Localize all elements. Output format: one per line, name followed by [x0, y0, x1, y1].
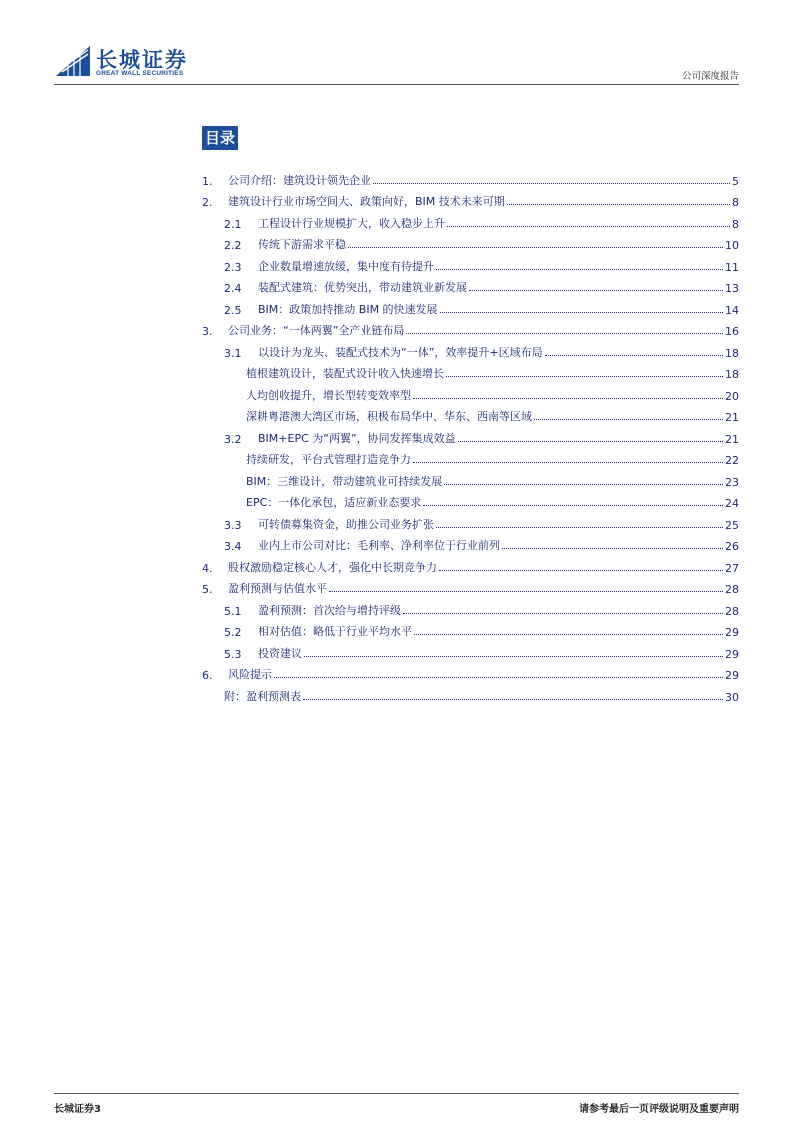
toc-dot-leader — [458, 441, 723, 442]
footer-disclaimer: 请参考最后一页评级说明及重要声明 — [579, 1104, 739, 1115]
toc-entry[interactable] — [202, 231, 739, 253]
header-divider — [54, 84, 739, 85]
toc-entry[interactable] — [202, 446, 739, 468]
toc-entry[interactable] — [202, 252, 739, 274]
toc-entry[interactable] — [202, 274, 739, 296]
toc-entry-number: 2.2 — [224, 239, 242, 252]
toc-dot-leader — [439, 570, 723, 571]
toc-entry-label: 植根建筑设计，装配式设计收入快速增长 — [246, 367, 444, 380]
toc-dot-leader — [436, 269, 723, 270]
toc-entry-number: 2.4 — [224, 282, 242, 295]
toc-page-number: 23 — [725, 475, 739, 489]
toc-entry[interactable] — [202, 510, 739, 532]
toc-page-number: 5 — [732, 174, 739, 188]
toc-entry[interactable] — [202, 188, 739, 210]
toc-page-number: 21 — [725, 432, 739, 446]
toc-entry-label: BIM：三维设计，带动建筑业可持续发展 — [246, 474, 443, 488]
toc-page-number: 8 — [732, 196, 739, 209]
toc-page-number: 14 — [725, 303, 739, 317]
toc-dot-leader — [274, 677, 723, 678]
toc-entry[interactable] — [202, 166, 739, 188]
toc-entry-number: 3.2 — [224, 432, 242, 446]
toc-dot-leader — [304, 656, 723, 657]
toc-entry[interactable] — [202, 489, 739, 511]
toc-entry-number: 2.5 — [224, 303, 242, 317]
toc-entry-label: 企业数量增速放缓，集中度有待提升 — [258, 259, 434, 273]
toc-dot-leader — [348, 247, 723, 248]
toc-entry-number: 4. — [202, 561, 213, 575]
toc-page-number: 24 — [725, 497, 739, 510]
toc-dot-leader — [436, 527, 723, 528]
toc-entry[interactable] — [202, 682, 739, 704]
toc-entry-label: 股权激励稳定核心人才，强化中长期竞争力 — [228, 560, 437, 574]
toc-entry-label: 人均创收提升，增长型转变效率型 — [246, 388, 411, 402]
toc-entry-number: 2.1 — [224, 217, 242, 231]
toc-entry-label: 可转债募集资金，助推公司业务扩张 — [258, 517, 434, 531]
toc-page-number: 29 — [725, 626, 739, 639]
table-of-contents — [202, 166, 739, 704]
toc-page-number: 20 — [725, 389, 739, 403]
toc-page-number: 25 — [725, 518, 739, 532]
toc-entry-number: 5.3 — [224, 647, 242, 661]
toc-entry-number: 6. — [202, 669, 213, 682]
great-wall-logo-icon — [54, 42, 92, 80]
toc-entry-label: 持续研发，平台式管理打造竞争力 — [246, 453, 411, 466]
toc-entry[interactable] — [202, 661, 739, 683]
toc-entry-number: 3.1 — [224, 346, 242, 360]
footer-company-page: 长城证券3 — [54, 1104, 101, 1115]
toc-entry-label: 传统下游需求平稳 — [258, 238, 346, 251]
toc-page-number: 27 — [725, 561, 739, 575]
toc-dot-leader — [446, 376, 723, 377]
toc-entry[interactable] — [202, 295, 739, 317]
toc-entry-label: 装配式建筑：优势突出，带动建筑业新发展 — [258, 281, 467, 294]
toc-entry[interactable] — [202, 618, 739, 640]
toc-entry[interactable] — [202, 467, 739, 489]
toc-page-number: 28 — [725, 604, 739, 618]
toc-entry[interactable] — [202, 338, 739, 360]
toc-dot-leader — [413, 462, 723, 463]
toc-dot-leader — [414, 634, 723, 635]
toc-dot-leader — [507, 204, 730, 205]
toc-entry-label: 建筑设计行业市场空间大、政策向好，BIM 技术未来可期 — [228, 195, 505, 208]
toc-dot-leader — [534, 419, 723, 420]
toc-page-number: 22 — [725, 454, 739, 467]
toc-dot-leader — [545, 355, 723, 356]
toc-entry[interactable] — [202, 360, 739, 382]
toc-entry-number: 5. — [202, 583, 213, 596]
toc-entry-label: 工程设计行业规模扩大，收入稳步上升 — [258, 216, 445, 230]
toc-entry[interactable] — [202, 639, 739, 661]
toc-page-number: 11 — [725, 260, 739, 274]
toc-dot-leader — [469, 290, 723, 291]
toc-entry[interactable] — [202, 532, 739, 554]
toc-entry[interactable] — [202, 553, 739, 575]
toc-page-number: 28 — [725, 583, 739, 596]
toc-entry[interactable] — [202, 403, 739, 425]
toc-dot-leader — [444, 484, 723, 485]
logo-text-cn: 长城证券 — [96, 48, 188, 72]
toc-entry-label: 以设计为龙头、装配式技术为“一体”，效率提升+区域布局 — [258, 345, 543, 359]
toc-page-number: 30 — [725, 690, 739, 704]
toc-entry-label: 盈利预测：首次给与增持评级 — [258, 603, 401, 617]
toc-entry-label: 公司介绍：建筑设计领先企业 — [228, 173, 371, 187]
toc-dot-leader — [403, 613, 723, 614]
toc-dot-leader — [423, 505, 723, 506]
report-type-label: 公司深度报告 — [681, 71, 739, 82]
toc-entry[interactable] — [202, 575, 739, 597]
toc-entry[interactable] — [202, 596, 739, 618]
toc-entry[interactable] — [202, 424, 739, 446]
toc-page-number: 21 — [725, 411, 739, 424]
toc-page-number: 8 — [732, 217, 739, 231]
toc-page-number: 18 — [725, 346, 739, 360]
toc-dot-leader — [303, 699, 723, 700]
toc-entry-label: 公司业务：“一体两翼”全产业链布局 — [228, 324, 405, 337]
toc-entry-label: 附：盈利预测表 — [224, 689, 301, 703]
toc-heading: 目录 — [202, 126, 238, 150]
company-logo — [54, 42, 194, 82]
toc-page-number: 29 — [725, 647, 739, 661]
toc-entry[interactable] — [202, 381, 739, 403]
toc-page-number: 10 — [725, 239, 739, 252]
logo-text-en: GREAT WALL SECURITIES — [96, 70, 184, 77]
toc-entry-number: 3.4 — [224, 540, 242, 553]
footer-divider — [54, 1093, 739, 1094]
toc-entry-number: 5.2 — [224, 626, 242, 639]
toc-dot-leader — [329, 591, 723, 592]
toc-entry-number: 5.1 — [224, 604, 242, 618]
toc-entry[interactable] — [202, 209, 739, 231]
toc-entry-label: 风险提示 — [228, 668, 272, 681]
toc-page-number: 18 — [725, 368, 739, 381]
toc-dot-leader — [373, 183, 730, 184]
toc-page-number: 13 — [725, 282, 739, 295]
toc-entry-label: BIM：政策加持推动 BIM 的快速发展 — [258, 302, 438, 316]
toc-entry-label: EPC：一体化承包，适应新业态要求 — [246, 496, 422, 509]
toc-entry-number: 2. — [202, 196, 213, 209]
toc-dot-leader — [440, 312, 723, 313]
toc-entry-label: 相对估值：略低于行业平均水平 — [258, 625, 412, 638]
toc-entry-number: 2.3 — [224, 260, 242, 274]
toc-dot-leader — [447, 226, 730, 227]
toc-page-number: 29 — [725, 669, 739, 682]
toc-entry-number: 1. — [202, 174, 213, 188]
toc-dot-leader — [502, 548, 723, 549]
toc-entry-label: 业内上市公司对比：毛利率、净利率位于行业前列 — [258, 539, 500, 552]
toc-page-number: 26 — [725, 540, 739, 553]
toc-dot-leader — [406, 333, 723, 334]
toc-entry-number: 3.3 — [224, 518, 242, 532]
toc-entry-label: BIM+EPC 为“两翼”，协同发挥集成效益 — [258, 431, 456, 445]
toc-entry-label: 深耕粤港澳大湾区市场，积极布局华中、华东、西南等区域 — [246, 410, 532, 423]
toc-page-number: 16 — [725, 325, 739, 338]
toc-dot-leader — [413, 398, 723, 399]
toc-entry-number: 3. — [202, 325, 213, 338]
toc-entry-label: 投资建议 — [258, 646, 302, 660]
toc-entry[interactable] — [202, 317, 739, 339]
toc-entry-label: 盈利预测与估值水平 — [228, 582, 327, 595]
